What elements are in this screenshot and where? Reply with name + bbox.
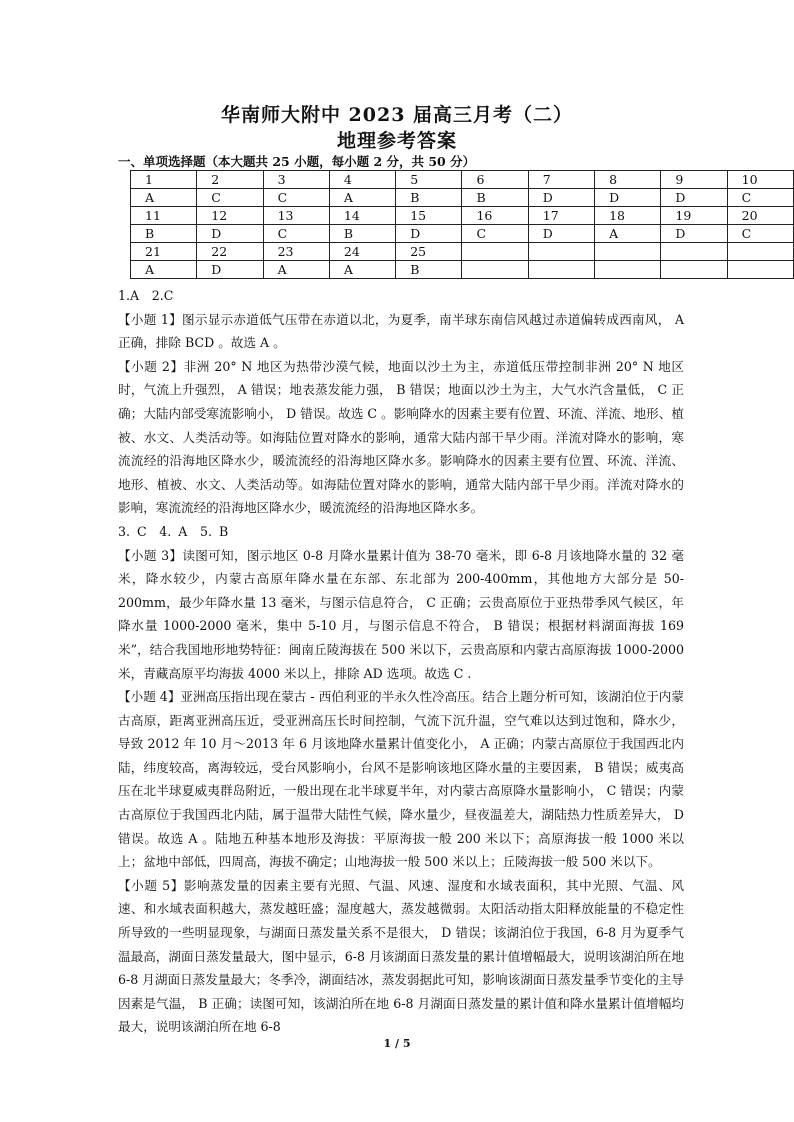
document-title: 华南师大附中 2023 届高三月考（二） [220,104,574,126]
table-cell [528,243,594,261]
table-cell: 2 [197,171,263,189]
table-cell: 1 [131,171,197,189]
table-cell: 3 [263,171,329,189]
table-cell: D [528,225,594,243]
table-row [131,261,794,279]
table-cell [661,243,727,261]
page-number: 1 / 5 [383,1037,411,1050]
table-cell: B [131,225,197,243]
answer-table [130,170,794,279]
table-cell: D [197,261,263,279]
table-cell: D [661,225,727,243]
table-cell: D [197,225,263,243]
section-heading: 一、单项选择题（本大题共 25 小题，每小题 2 分，共 50 分） [118,154,476,169]
table-cell: B [396,189,462,207]
explanation-paragraph: 【小题 1】图示显示赤道低气压带在赤道以北，为夏季，南半球东南信风越过赤道偏转成西南风， A 正确，排除 BCD 。故选 A 。 [118,311,684,351]
table-cell: A [329,189,395,207]
table-cell [462,261,528,279]
table-cell [727,261,793,279]
table-cell: 19 [661,207,727,225]
table-cell: A [131,261,197,279]
table-cell: 10 [727,171,793,189]
table-cell: 4 [329,171,395,189]
answer-line: 1.A 2.C [118,288,174,303]
table-cell: 9 [661,171,727,189]
explanation-paragraph: 【小题 4】亚洲高压指出现在蒙古 - 西伯利亚的半永久性冷高压。结合上题分析可知，该湖泊位于内蒙古高原，距离亚洲高压近，受亚洲高压长时间控制，气流下沉升温，空气难以达到过饱和，降水少，导致 2012 年 10 月～2013 年 6 月该地降水量累计值变化小， A 正确；内蒙古高原位于我国西北内陆，纬度较高，离海较远，受台风影响小，台风不是影响该地区降水量的主要因素， B 错误；威夷高压在北半球夏威夷群岛附近，一般出现在北半球夏半年，对内蒙古高原降水量影响小， C 错误；内蒙古高原位于我国西北内陆，属于温带大陆性气候，降水量少，昼夜温差大，湖陆热力性质差异大， D 错误。故选 A 。陆地五种基本地形及海拔：平原海拔一般 200 米以下；高原海拔一般 1000 米以上；盆地中部低，四周高，海拔不确定；山地海拔一般 500 米以上；丘陵海拔一般 500 米以下。 [118,689,684,870]
explanation-body [118,284,684,1039]
table-cell: A [131,189,197,207]
table-cell: 25 [396,243,462,261]
table-cell: 11 [131,207,197,225]
table-row [131,207,794,225]
table-cell: A [329,261,395,279]
table-cell: C [263,225,329,243]
table-cell: 14 [329,207,395,225]
table-cell: 20 [727,207,793,225]
table-cell: 5 [396,171,462,189]
explanation-paragraph: 【小题 3】读图可知，图示地区 0-8 月降水量累计值为 38-70 毫米，即 6-8 月该地降水量的 32 毫米，降水较少，内蒙古高原年降水量在东部、东北部为 200-400mm，其他地方大部分是 50-200mm，最少年降水量 13 毫米，与图示信息符合， C 正确；云贵高原位于亚热带季风气候区，年降水量 1000-2000 毫米，集中 5-10 月，与图示信息不符合， B 错误；根据材料湖面海拔 169 米”，结合我国地形地势特征：闽南丘陵海拔在 500 米以下，云贵高原和内蒙古高原海拔 1000-2000 米，青藏高原平均海拔 4000 米以上，排除 AD 选项。故选 C . [118,547,684,681]
table-cell: 13 [263,207,329,225]
answer-line: 3. C 4. A 5. B [118,523,229,539]
table-cell: 12 [197,207,263,225]
table-cell: 6 [462,171,528,189]
table-cell: 22 [197,243,263,261]
table-cell: B [462,189,528,207]
document-subtitle: 地理参考答案 [336,130,457,152]
table-cell: B [329,225,395,243]
table-cell: 7 [528,171,594,189]
table-cell: C [197,189,263,207]
table-cell: C [727,225,793,243]
table-cell: 18 [595,207,661,225]
table-cell: 21 [131,243,197,261]
table-cell [462,243,528,261]
table-cell: D [528,189,594,207]
table-cell: D [661,189,727,207]
table-cell [595,243,661,261]
table-row [131,189,794,207]
table-cell: C [462,225,528,243]
table-cell [661,261,727,279]
explanation-paragraph: 【小题 2】非洲 20° N 地区为热带沙漠气候，地面以沙土为主，赤道低压带控制非洲 20° N 地区时，气流上升强烈， A 错误；地表蒸发能力强， B 错误；地面以沙土为主，大气水汽含量低， C 正确；大陆内部受寒流影响小， D 错误。故选 C 。影响降水的因素主要有位置、环流、洋流、地形、植被、水文、人类活动等。如海陆位置对降水的影响，通常大陆内部干旱少雨。洋流对降水的影响，寒流流经的沿海地区降水少，暖流流经的沿海地区降水多。影响降水的因素主要有位置、环流、洋流、地形、植被、水文、人类活动等。如海陆位置对降水的影响，通常大陆内部干旱少雨。洋流对降水的影响，寒流流经的沿海地区降水少，暖流流经的沿海地区降水多。 [118,358,684,516]
table-row [131,243,794,261]
table-cell [528,261,594,279]
table-cell: C [263,189,329,207]
table-row [131,225,794,243]
table-cell: C [727,189,793,207]
table-row [131,171,794,189]
table-cell: 23 [263,243,329,261]
table-cell: 17 [528,207,594,225]
table-cell: A [595,225,661,243]
table-cell: D [396,225,462,243]
table-cell: B [396,261,462,279]
table-cell: D [595,189,661,207]
table-cell: 8 [595,171,661,189]
table-cell: 16 [462,207,528,225]
explanation-paragraph: 【小题 5】影响蒸发量的因素主要有光照、气温、风速、湿度和水域表面积，其中光照、气温、风速、和水域表面积越大，蒸发越旺盛；湿度越大，蒸发越微弱。太阳活动指太阳释放能量的不稳定性所导致的一些明显现象，与湖面日蒸发量关系不是很大， D 错误；该湖泊位于我国，6-8 月为夏季气温最高，湖面日蒸发量最大，图中显示，6-8 月该湖面日蒸发量的累计值增幅最大，说明该湖泊所在地 6-8 月湖面日蒸发量最大；冬季冷，湖面结冰，蒸发弱据此可知，影响该湖面日蒸发量季节变化的主导因素是气温， B 正确；读图可知，该湖泊所在地 6-8 月湖面日蒸发量的累计值和降水量累计值增幅均最大，说明该湖泊所在地 6-8 [118,877,684,1035]
table-cell: 15 [396,207,462,225]
table-cell: A [263,261,329,279]
table-cell [595,261,661,279]
table-cell: 24 [329,243,395,261]
table-cell [727,243,793,261]
